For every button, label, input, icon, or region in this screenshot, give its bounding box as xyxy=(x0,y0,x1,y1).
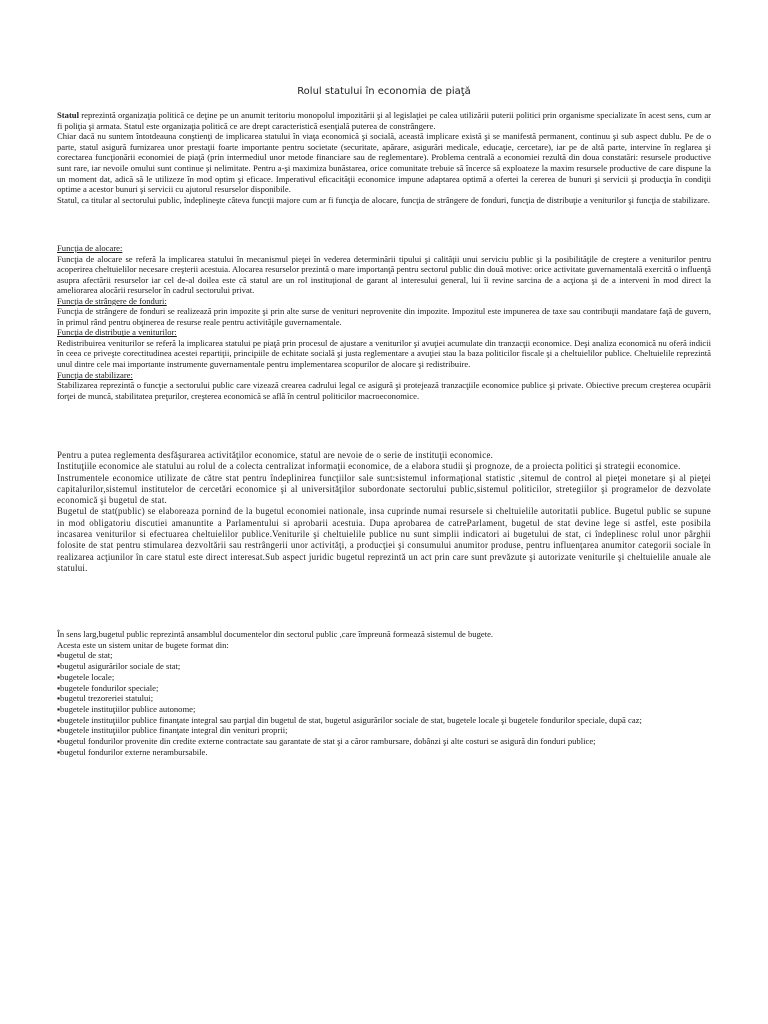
institutions-section xyxy=(57,450,711,574)
list-item: ▪bugetele instituţiilor publice finanţate integral sau parţial din bugetul de stat, bugetul asigurărilor sociale de stat, bugetele locale şi bugetele fondurilor speciale, după caz; xyxy=(57,714,642,725)
institutions-paragraph-1: Pentru a putea reglementa desfăşurarea activităţilor economice, statul are nevoie de o serie de instituţii economice. xyxy=(57,450,494,460)
budget-system-paragraph-1: În sens larg,bugetul public reprezintă ansamblul documentelor din sectorul public ,care împreună formează sistemul de bugete. xyxy=(57,629,494,639)
list-item: ▪bugetele instituţiilor publice finanţate integral din venituri proprii; xyxy=(57,725,288,736)
function-text-stabilization: Stabilizarea reprezintă o funcţie a sectorului public care vizează crearea cadrului legal ce asigură şi protejează tranzacţiile economice publice şi private. Obiective precum creşterea ocupării forţei de muncă, stabilitatea preţurilor, creşterea economică se află în centrul politicilor macroeconomice. xyxy=(57,380,711,401)
list-item: ▪bugetele locale; xyxy=(57,671,115,682)
function-heading-funds: Funcţia de strângere de fonduri: xyxy=(57,295,167,306)
list-item: ▪bugetul de stat; xyxy=(57,650,113,661)
lead-word: Statul xyxy=(57,110,79,120)
intro-section xyxy=(57,110,711,205)
institutions-paragraph-3: Instrumentele economice utilizate de către stat pentru îndeplinirea funcţiilor sale sunt:sistemul informaţional statistic ,sitemul de control al pieţei monetare şi al pieţei capitalurilor,sistemul institutelor de cercetări economice şi al universităţilor subordonate sectorului public,sistemul politicilor, stretegiilor şi programelor de dezvolate economică şi bugetul de stat. xyxy=(57,472,711,506)
intro-text: reprezintă organizaţia politică ce deţine pe un anumit teritoriu monopolul impozitării şi al legislaţiei pe calea utilizării puterii politici prin organisme specializate în acest sens, cum ar fi poliţia şi armata. Statul este organizaţia politică ce are drept caracteristică esenţială puterea de constrângere. xyxy=(57,110,711,131)
budget-system-section xyxy=(57,629,711,757)
document-title: Rolul statului în economia de piaţă xyxy=(297,86,471,97)
list-item: ▪bugetele instituţiilor publice autonome; xyxy=(57,703,196,714)
list-item: ▪bugetele fondurilor speciale; xyxy=(57,682,159,693)
budget-list xyxy=(57,650,711,757)
institutions-paragraph-2: Instituţiile economice ale statului au rolul de a colecta centralizat informaţii economice, de a elabora studii şi prognoze, de a proiecta politici şi strategii economice. xyxy=(57,461,681,472)
list-item: ▪bugetul trezoreriei statului; xyxy=(57,693,154,704)
intro-paragraph xyxy=(57,110,711,131)
function-heading-stabilization: Funcţia de stabilizare: xyxy=(57,369,133,380)
function-heading-allocation: Funcţia de alocare: xyxy=(57,243,123,253)
list-item: ▪bugetul fondurilor externe nerambursabile. xyxy=(57,746,208,757)
intro-paragraph-2: Chiar dacă nu suntem întotdeauna conştienţi de implicarea statului în viaţa economică şi socială, această implicare există şi se manifestă permanent, continuu şi sub aspect dublu. Pe de o parte, statul asigură furnizarea unor prestaţii foarte importante pentru societate (securitate, apărare, asigurări medicale, educaţie, cercetare), iar pe de altă parte, intervine în reglarea şi corectarea funcţionării economiei de piaţă (prin intermediul unor metode financiare sau de reglementare). Problema centrală a economiei rezultă din doua constatări: resursele productive sunt rare, iar nevoile omului sunt continue şi nelimitate. Pentru a-şi maximiza bunăstarea, orice comunitate trebuie să încerce să exploateze la maxim resursele productive de care dispune la un moment dat, adică să le utilizeze în mod optim şi eficace. Imperativul eficacităţii economice impune adaptarea optimă a ofertei la cererea de bunuri şi servicii şi producţia în condiţii optime a acestor bunuri şi servicii cu ajutorul resurselor disponibile. xyxy=(57,131,711,195)
list-item: ▪bugetul asigurărilor sociale de stat; xyxy=(57,661,181,672)
budget-system-paragraph-2: Acesta este un sistem unitar de bugete format din: xyxy=(57,639,229,650)
function-text-allocation: Funcţia de alocare se referă la implicarea statului în mecanismul pieţei în vederea determinării tipului şi calităţii unui serviciu public şi la posibilităţile de creştere a veniturilor pentru acoperirea cheltuielilor necesare creşterii acestuia. Alocarea resurselor prezintă o mare importanţă pentru sectorul public din două motive: orice activitate guvernamentală exercită o influenţă asupra afectării resurselor iar cel de-al doilea este că statul are un rol instituţional de garant al interesului general, lui îi revine sarcina de a acţiona şi de a interveni în mod direct la ameliorarea alocării resurselor în cadrul sectorului privat. xyxy=(57,253,711,296)
function-heading-distribution: Funcţia de distribuţie a veniturilor: xyxy=(57,327,177,338)
state-budget-paragraph: Bugetul de stat(public) se elaboreaza pornind de la bugetul economiei nationale, insa cuprinde numai resursele si cheltuielile autoritatii publice. Bugetul public se supune in mod obligatoriu discutiei amanuntite a Parlamentului si aprobarii acestuia. Dupa aprobarea de catreParlament, bugetul de stat devine lege si astfel, este posibila incasarea veniturilor si efectuarea cheltuielilor publice.Veniturile şi cheltuielile publice nu sunt simplii indicatori ai bugetului de stat, ci îndeplinesc rolul unor pârghii folosite de stat pentru stimularea dezvoltării sau restrângerii unor activităţi, a producţiei şi consumului anumitor produse, pentru influenţarea anumitor categorii sociale în realizarea acţiunilor în care statul este direct interesat.Sub aspect juridic bugetul reprezintă un act prin care sunt prevăzute şi autorizate veniturile şi cheltuielile anuale ale statului. xyxy=(57,506,711,573)
functions-section xyxy=(57,243,711,401)
function-text-distribution: Redistribuirea veniturilor se referă la implicarea statului pe piaţă prin procesul de ajustare a veniturilor şi avuţiei acumulate din tranzacţii economice. Deşi analiza economică nu oferă indicii în ceea ce priveşte corectitudinea acestei repartiţii, principiile de echitate socială şi justa reglementare a avuţiei stau la baza politicilor fiscale şi a cheltuielilor publice. Cheltuielile reprezintă unul dintre cele mai importante instrumente guvernamentale pentru implementarea scopurilor de alocare şi redistribuire. xyxy=(57,337,711,370)
function-text-funds: Funcţia de strângere de fonduri se realizează prin impozite şi prin alte surse de venituri neprovenite din impozite. Impozitul este impunerea de taxe sau contribuţii mandatare faţă de guvern, în primul rând pentru obţinerea de resurse reale pentru activităţile guvernamentale. xyxy=(57,306,711,327)
intro-paragraph-3: Statul, ca titular al sectorului public, îndeplineşte câteva funcţii majore cum ar fi funcţia de alocare, funcţia de strângere de fonduri, funcţia de distribuţie a veniturilor şi funcţia de stabilizare. xyxy=(57,194,710,205)
list-item: ▪bugetul fondurilor provenite din credite externe contractate sau garantate de stat şi a căror rambursare, dobânzi şi alte costuri se asigură din fonduri publice; xyxy=(57,736,596,747)
